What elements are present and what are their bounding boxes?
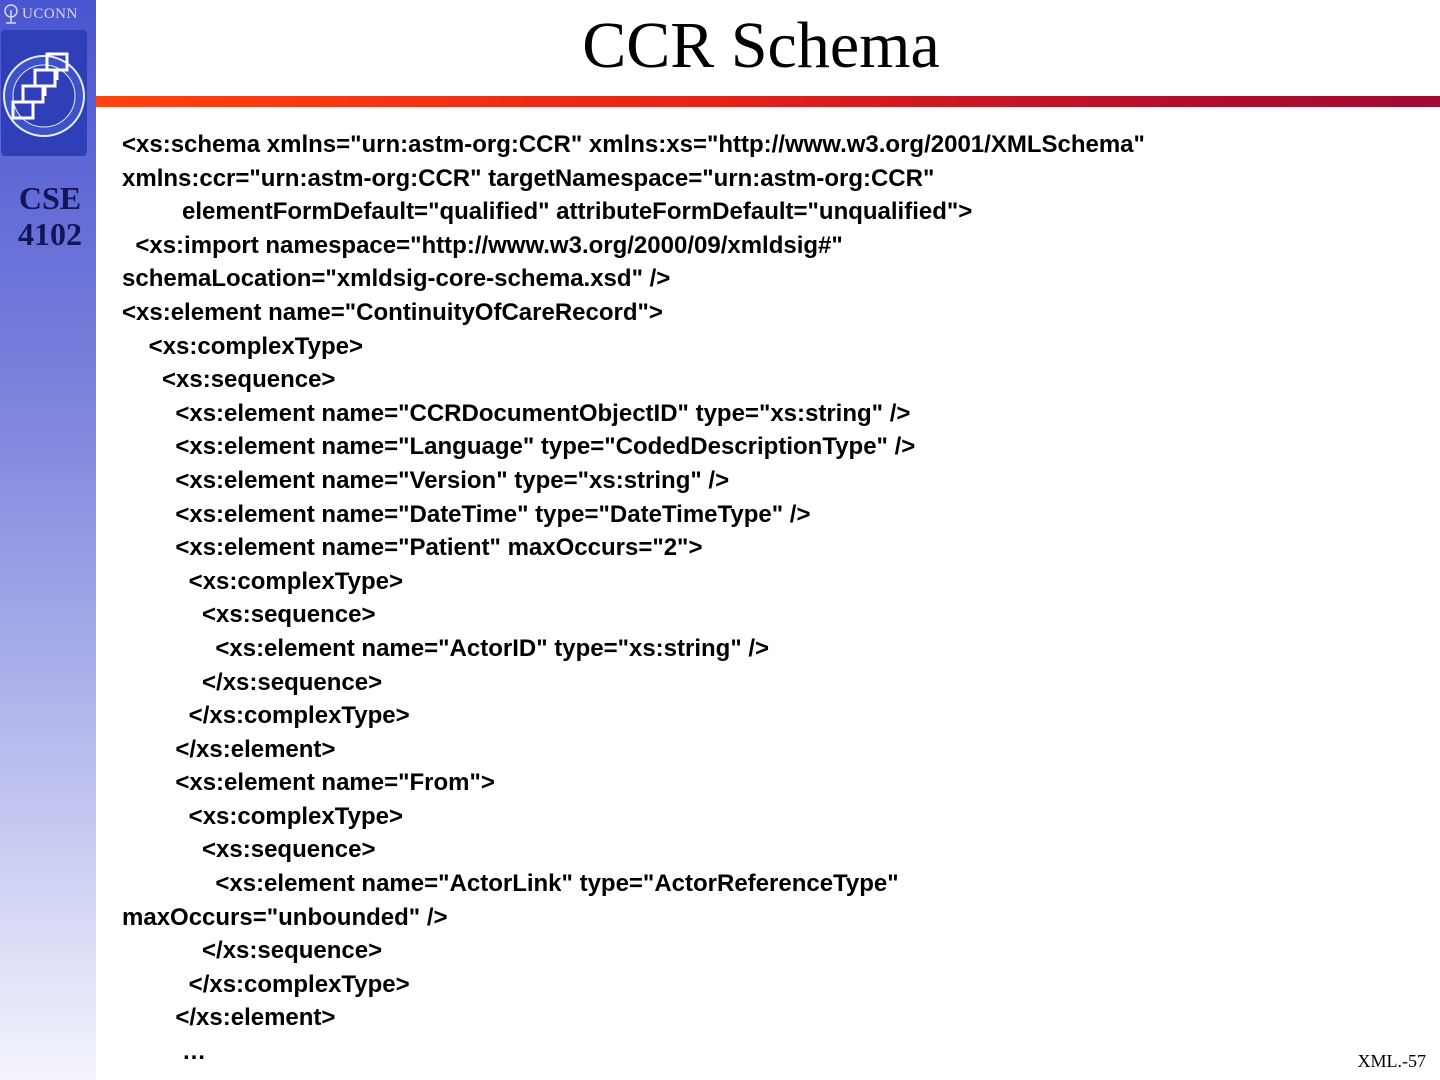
slide-title: CCR Schema [582,9,940,82]
code-line: maxOccurs="unbounded" /> [122,903,448,931]
university-name: UCONN [22,5,78,22]
code-line: <xs:complexType> [122,332,363,360]
code-line: <xs:element name="CCRDocumentObjectID" type="xs:string" /> [122,399,911,427]
code-line: </xs:complexType> [122,702,410,730]
code-line: <xs:sequence> [122,601,376,629]
code-line: <xs:element name="From"> [122,769,495,797]
code-line: </xs:element> [122,1004,336,1032]
tree-icon [2,4,20,24]
code-line: <xs:element name="Language" type="CodedDescriptionType" /> [122,433,916,461]
course-line-2: 4102 [18,216,82,252]
course-line-1: CSE [18,180,82,216]
code-line: </xs:sequence> [122,937,383,965]
code-line: </xs:element> [122,735,336,763]
code-line: xmlns:ccr="urn:astm-org:CCR" targetNamespace="urn:astm-org:CCR" [122,164,935,192]
code-line: <xs:complexType> [122,802,404,830]
code-line: <xs:schema xmlns="urn:astm-org:CCR" xmlns:xs="http://www.w3.org/2001/XMLSchema" [122,131,1145,158]
slide-number: XML.-57 [1357,1051,1426,1071]
code-line: <xs:element name="ContinuityOfCareRecord"> [122,298,663,326]
code-line: </xs:complexType> [122,970,410,998]
uconn-logo [2,2,78,26]
code-line: <xs:sequence> [122,366,336,394]
code-line: <xs:complexType> [122,567,404,595]
code-line: <xs:element name="ActorLink" type="ActorReferenceType" [122,870,899,898]
code-line: <xs:sequence> [122,836,376,864]
code-line: schemaLocation="xmldsig-core-schema.xsd" /> [122,265,671,293]
title-divider [96,96,1440,107]
code-line: <xs:import namespace="http://www.w3.org/2000/09/xmldsig#" [122,231,843,259]
code-line: <xs:element name="Version" type="xs:string" /> [122,466,730,494]
code-line: </xs:sequence> [122,668,383,696]
code-line: <xs:element name="Patient" maxOccurs="2"> [122,534,703,562]
code-line: … [122,1038,207,1066]
code-line: <xs:element name="ActorID" type="xs:string" /> [122,634,770,662]
sidebar [0,0,96,1080]
course-code [0,180,100,252]
department-seal-icon [1,30,87,156]
code-line: elementFormDefault="qualified" attributeFormDefault="unqualified"> [122,198,973,226]
code-block [122,128,1145,1069]
code-line: <xs:element name="DateTime" type="DateTimeType" /> [122,500,811,528]
